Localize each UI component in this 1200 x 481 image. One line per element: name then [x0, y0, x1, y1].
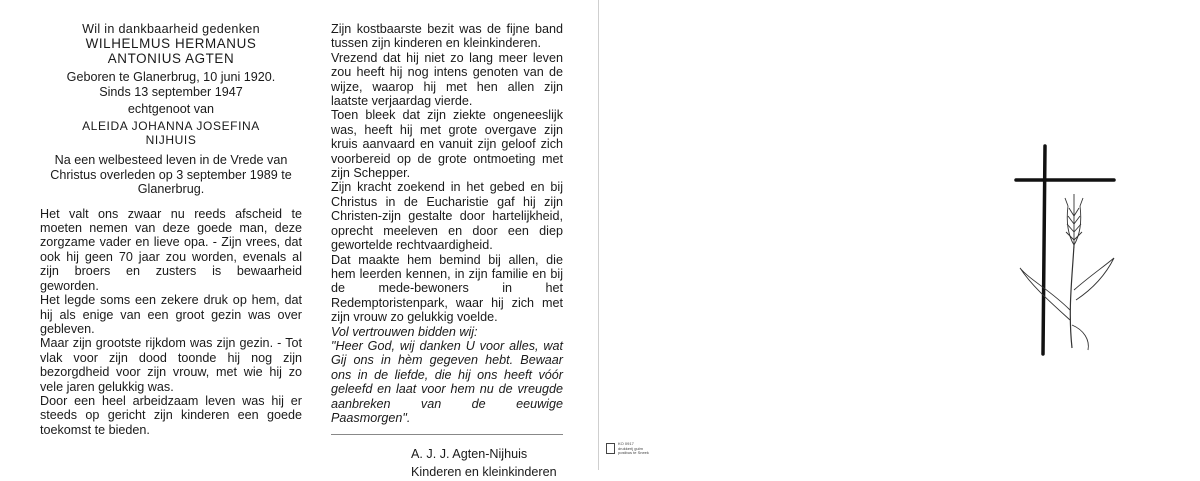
spouse-of-line: echtgenoot van — [127, 102, 215, 117]
middle-column — [331, 22, 563, 481]
paragraph: Door een heel arbeidzaam leven was hij er steeds op gericht zijn kinderen een goede toekomst te bieden. — [40, 393, 302, 437]
signature-line1: A. J. J. Agten-Nijhuis — [411, 447, 528, 462]
printer-mark-line: postbus te Sneek — [618, 450, 649, 455]
left-column — [40, 22, 302, 437]
fold-line — [598, 0, 599, 470]
paragraph: Vrezend dat hij niet zo lang meer leven zou heeft hij nog intens genoten van de wijze, waarop hij met hen allen zijn laatste verjaardag vierde. — [331, 50, 563, 109]
marriage-line: Sinds 13 september 1947 — [99, 84, 243, 99]
spouse-name-line1: ALEIDA JOHANNA JOSEFINA — [82, 118, 260, 133]
signature-line2: Kinderen en kleinkinderen — [411, 465, 557, 480]
deceased-name-line2: ANTONIUS AGTEN — [107, 51, 235, 67]
printer-mark — [606, 442, 649, 456]
paragraph: Het legde soms een zekere druk op hem, dat hij als enige van een groot gezin was over gebleven. — [40, 293, 302, 336]
spouse-name-line2: NIJHUIS — [145, 133, 197, 148]
prayer-text: "Heer God, wij danken U voor alles, wat Gij ons in hèm gegeven hebt. Bewaar ons in de liefde, die hij ons heeft vóór geleefd en laat voor hem nu de vreugde aanbreken van de eeuwige Paasmorgen". — [331, 338, 563, 425]
paragraph: Zijn kostbaarste bezit was de fijne band tussen zijn kinderen en kleinkinderen. — [331, 22, 563, 51]
cross-with-wheat-icon — [1010, 140, 1120, 360]
printer-mark-line: KO 0917 — [618, 441, 634, 446]
paragraph: Toen bleek dat zijn ziekte ongeneeslijk was, heeft hij met grote overgave zijn kruis aanvaard en vanuit zijn geloof zich voorbereid op de grote ontmoeting met zijn Schepper. — [331, 108, 563, 181]
printer-logo-icon — [606, 443, 615, 454]
birth-line: Geboren te Glanerbrug, 10 juni 1920. — [66, 70, 276, 85]
prayer-intro: Vol vertrouwen bidden wij: — [331, 324, 478, 339]
deceased-name-line1: WILHELMUS HERMANUS — [85, 36, 257, 52]
paragraph: Dat maakte hem bemind bij allen, die hem leerden kennen, in zijn familie en bij de mede-bewoners in het Redemptoristenpark, waar hij zich met zijn vrouw zo gelukkig voelde. — [331, 252, 563, 325]
intro-line: Wil in dankbaarheid gedenken — [82, 22, 260, 36]
paragraph: Zijn kracht zoekend in het gebed en bij Christus in de Eucharistie gaf hij zijn Christen-zijn gestalte door hartelijkheid, oprecht meeleven en door een diep gewortelde rechtvaardigheid. — [331, 180, 563, 253]
paragraph: Het valt ons zwaar nu reeds afscheid te moeten nemen van deze goede man, deze zorgzame vader en lieve opa. - Zijn vrees, dat ook hij geen 70 jaar zou worden, evenals al zijn broers en zusters is bewaarheid geworden. — [40, 206, 302, 293]
printer-mark-line: drukkerij gulm — [618, 445, 643, 451]
paragraph: Maar zijn grootste rijkdom was zijn gezin. - Tot vlak voor zijn dood toonde hij nog zijn bezorgdheid voor zijn vrouw, met wie hij zo vele jaren gelukkig was. — [40, 336, 302, 394]
death-notice: Na een welbesteed leven in de Vrede van Christus overleden op 3 september 1989 te Glanerbrug. — [50, 153, 292, 197]
divider — [331, 434, 563, 435]
